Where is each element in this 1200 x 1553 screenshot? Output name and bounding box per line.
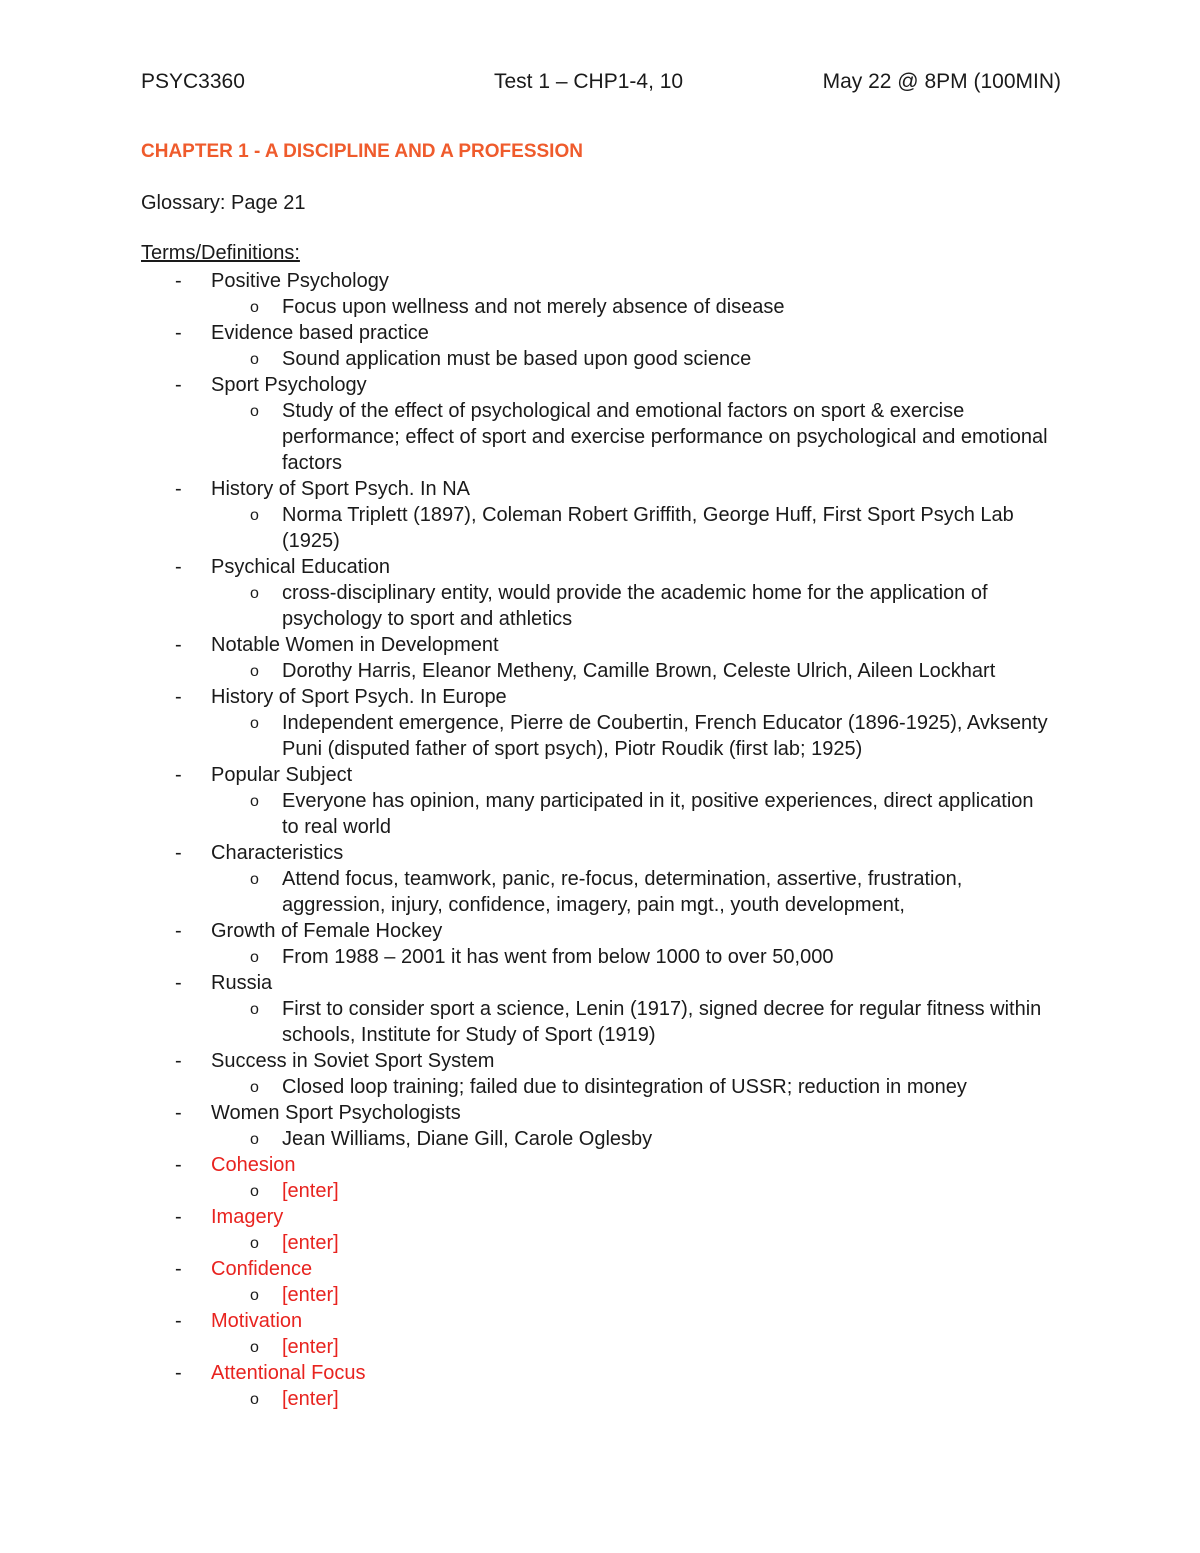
dash-marker: - [175,972,182,994]
term-item-placeholder [0,1204,1200,1256]
bullet-marker: o [250,1001,259,1018]
term-item [0,970,1200,1048]
term-definition: [enter] [282,1388,339,1410]
term-item [0,320,1200,372]
dash-marker: - [175,1050,182,1072]
term-definition: Independent emergence, Pierre de Coubertin, French Educator (1896-1925), Avksenty Puni (disputed father of sport psych), Piotr Roudik (first lab; 1925) [282,712,1048,760]
term-label: Positive Psychology [211,270,389,292]
bullet-marker: o [250,351,259,368]
term-definition: Everyone has opinion, many participated in it, positive experiences, direct application to real world [282,790,1034,838]
term-label: Confidence [211,1258,313,1280]
term-label: History of Sport Psych. In NA [211,478,470,500]
term-label: Popular Subject [211,764,353,786]
dash-marker: - [175,634,182,656]
term-label: Growth of Female Hockey [211,920,443,942]
bullet-marker: o [250,793,259,810]
term-item [0,372,1200,476]
test-title: Test 1 – CHP1-4, 10 [494,70,684,93]
term-label: Evidence based practice [211,322,429,344]
term-item-placeholder [0,1360,1200,1412]
dash-marker: - [175,270,182,292]
term-label: Russia [211,972,273,994]
page-header [141,70,1061,100]
term-definition: [enter] [282,1180,339,1202]
term-item [0,684,1200,762]
term-item [0,840,1200,918]
term-definition: Focus upon wellness and not merely absence of disease [282,296,785,318]
term-definition: Jean Williams, Diane Gill, Carole Oglesby [282,1128,653,1150]
term-label: Sport Psychology [211,374,367,396]
bullet-marker: o [250,1339,259,1356]
test-date: May 22 @ 8PM (100MIN) [822,70,1061,93]
bullet-marker: o [250,1235,259,1252]
bullet-marker: o [250,871,259,888]
term-item [0,918,1200,970]
dash-marker: - [175,374,182,396]
dash-marker: - [175,842,182,864]
term-item [0,554,1200,632]
dash-marker: - [175,1154,182,1176]
course-code: PSYC3360 [141,70,245,93]
bullet-marker: o [250,1131,259,1148]
bullet-marker: o [250,1391,259,1408]
dash-marker: - [175,556,182,578]
terms-list [0,268,1200,1412]
term-item [0,1048,1200,1100]
term-label: Characteristics [211,842,344,864]
terms-heading: Terms/Definitions: [141,242,300,264]
dash-marker: - [175,764,182,786]
term-definition: Norma Triplett (1897), Coleman Robert Griffith, George Huff, First Sport Psych Lab (1925) [282,504,1014,552]
term-item-placeholder [0,1256,1200,1308]
term-label: Psychical Education [211,556,390,578]
term-definition: Study of the effect of psychological and emotional factors on sport & exercise performance; effect of sport and exercise performance on psychological and emotional factors [282,400,1048,474]
dash-marker: - [175,920,182,942]
term-label: Notable Women in Development [211,634,499,656]
term-item [0,268,1200,320]
chapter-title: CHAPTER 1 - A DISCIPLINE AND A PROFESSION [141,141,583,162]
term-item-placeholder [0,1308,1200,1360]
bullet-marker: o [250,299,259,316]
dash-marker: - [175,686,182,708]
term-definition: [enter] [282,1232,339,1254]
bullet-marker: o [250,403,259,420]
term-label: Attentional Focus [211,1362,366,1384]
glossary-reference: Glossary: Page 21 [141,192,306,214]
term-label: History of Sport Psych. In Europe [211,686,507,708]
term-item-placeholder [0,1152,1200,1204]
bullet-marker: o [250,715,259,732]
term-label: Imagery [211,1206,284,1228]
term-label: Women Sport Psychologists [211,1102,461,1124]
term-label: Cohesion [211,1154,296,1176]
bullet-marker: o [250,585,259,602]
dash-marker: - [175,478,182,500]
bullet-marker: o [250,507,259,524]
term-label: Motivation [211,1310,303,1332]
bullet-marker: o [250,1183,259,1200]
bullet-marker: o [250,663,259,680]
term-definition: Sound application must be based upon good science [282,348,752,370]
term-item [0,1100,1200,1152]
term-item [0,476,1200,554]
term-item [0,762,1200,840]
term-definition: [enter] [282,1336,339,1358]
term-definition: [enter] [282,1284,339,1306]
term-definition: Attend focus, teamwork, panic, re-focus, determination, assertive, frustration, aggression, injury, confidence, imagery, pain mgt., youth development, [282,868,963,916]
term-label: Success in Soviet Sport System [211,1050,495,1072]
dash-marker: - [175,1362,182,1384]
bullet-marker: o [250,1079,259,1096]
term-definition: Dorothy Harris, Eleanor Metheny, Camille Brown, Celeste Ulrich, Aileen Lockhart [282,660,996,682]
term-definition: Closed loop training; failed due to disintegration of USSR; reduction in money [282,1076,967,1098]
bullet-marker: o [250,949,259,966]
dash-marker: - [175,322,182,344]
dash-marker: - [175,1258,182,1280]
term-definition: cross-disciplinary entity, would provide the academic home for the application of psychology to sport and athletics [282,582,988,630]
dash-marker: - [175,1102,182,1124]
dash-marker: - [175,1206,182,1228]
bullet-marker: o [250,1287,259,1304]
term-definition: From 1988 – 2001 it has went from below 1000 to over 50,000 [282,946,834,968]
term-definition: First to consider sport a science, Lenin (1917), signed decree for regular fitness within schools, Institute for Study of Sport (1919) [282,998,1042,1046]
term-item [0,632,1200,684]
dash-marker: - [175,1310,182,1332]
